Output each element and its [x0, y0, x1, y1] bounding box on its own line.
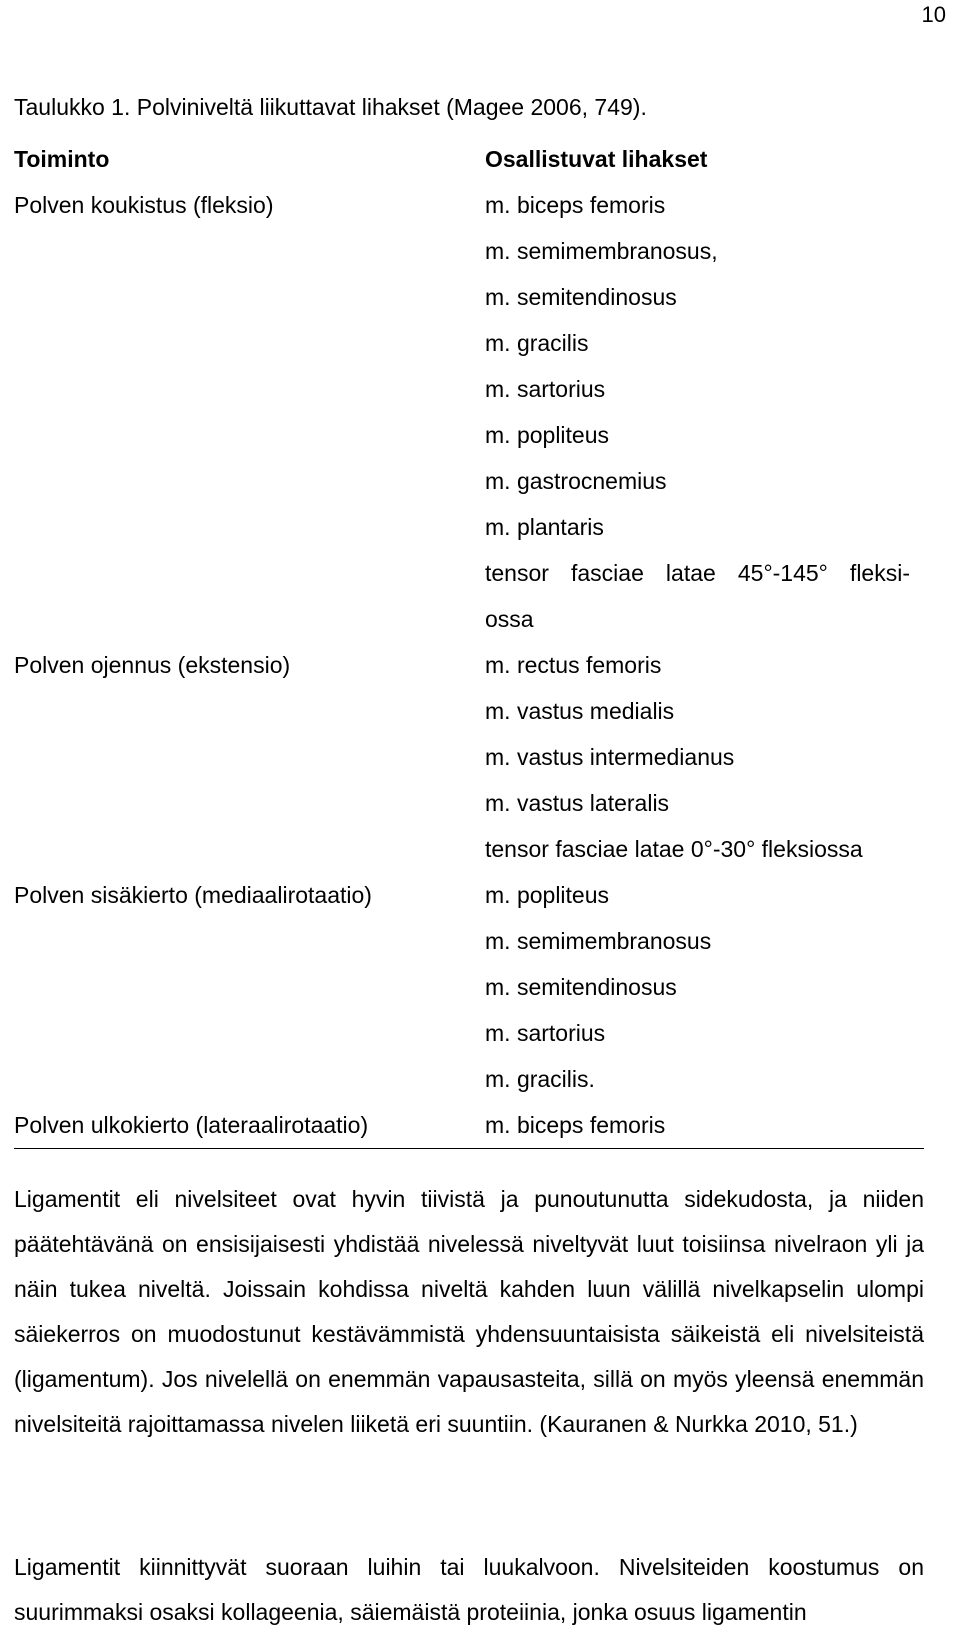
- table-bottom-rule: [14, 1148, 924, 1149]
- muscle-item: m. rectus femoris: [485, 652, 662, 678]
- header-action: Toiminto: [14, 146, 110, 172]
- muscle-item: m. semitendinosus: [485, 974, 677, 1000]
- muscle-item: m. gracilis.: [485, 1066, 595, 1092]
- muscle-item: m. gracilis: [485, 330, 589, 356]
- action-cell: Polven ojennus (ekstensio): [14, 652, 291, 678]
- table-caption: Taulukko 1. Polviniveltä liikuttavat lihakset (Magee 2006, 749).: [14, 94, 647, 120]
- muscle-item: tensor fasciae latae 45°-145° fleksi-: [485, 560, 910, 586]
- muscle-item: ossa: [485, 606, 534, 632]
- muscle-item: m. semimembranosus: [485, 928, 712, 954]
- muscle-item: m. semitendinosus: [485, 284, 677, 310]
- action-cell: Polven sisäkierto (mediaalirotaatio): [14, 882, 372, 908]
- muscle-item: m. sartorius: [485, 1020, 606, 1046]
- action-cell: Polven ulkokierto (lateraalirotaatio): [14, 1112, 369, 1138]
- action-cell: Polven koukistus (fleksio): [14, 192, 274, 218]
- muscles-cell: [485, 872, 924, 1102]
- body-paragraph: Ligamentit kiinnittyvät suoraan luihin tai luukalvoon. Nivelsiteiden koostumus on suurimmaksi osaksi kollageenia, säiemäistä proteiinia, jonka osuus ligamentin: [14, 1554, 924, 1625]
- muscle-item: m. vastus medialis: [485, 698, 675, 724]
- table-header-row: [14, 136, 924, 182]
- muscles-cell: [485, 642, 924, 872]
- muscle-item: m. plantaris: [485, 514, 604, 540]
- table-row: [14, 872, 924, 1102]
- muscle-item: m. vastus intermedianus: [485, 744, 735, 770]
- muscles-cell: [485, 182, 924, 642]
- muscle-item: m. popliteus: [485, 882, 610, 908]
- muscles-cell: [485, 1102, 924, 1148]
- muscle-item: m. sartorius: [485, 376, 606, 402]
- muscle-item: m. gastrocnemius: [485, 468, 667, 494]
- muscle-item: tensor fasciae latae 0°-30° fleksiossa: [485, 836, 863, 862]
- muscle-item: m. semimembranosus,: [485, 238, 718, 264]
- muscle-table: [14, 136, 924, 1148]
- body-paragraph: Ligamentit eli nivelsiteet ovat hyvin tiivistä ja punoutunutta sidekudosta, ja niiden päätehtävänä on ensisijaisesti yhdistää nivelessä niveltyvät luut toisiinsa nivelraon yli ja näin tukea niveltä. Joissain kohdissa niveltä kahden luun välillä nivelkapselin ulompi säiekerros on muodostunut kestävämmistä yhdensuuntaisista säikeistä eli nivelsiteistä (ligamentum). Jos nivelellä on enemmän vapausasteita, sillä on myös yleensä enemmän nivelsiteitä rajoittamassa nivelen liiketä eri suuntiin. (Kauranen & Nurkka 2010, 51.): [14, 1186, 924, 1437]
- muscle-item: m. biceps femoris: [485, 192, 666, 218]
- table-row: [14, 182, 924, 642]
- muscle-item: m. vastus lateralis: [485, 790, 670, 816]
- table-row: [14, 642, 924, 872]
- muscle-item: m. popliteus: [485, 422, 610, 448]
- muscle-item: m. biceps femoris: [485, 1112, 666, 1138]
- header-muscles: Osallistuvat lihakset: [485, 146, 708, 172]
- page-number: 10: [921, 2, 946, 27]
- table-row: [14, 1102, 924, 1148]
